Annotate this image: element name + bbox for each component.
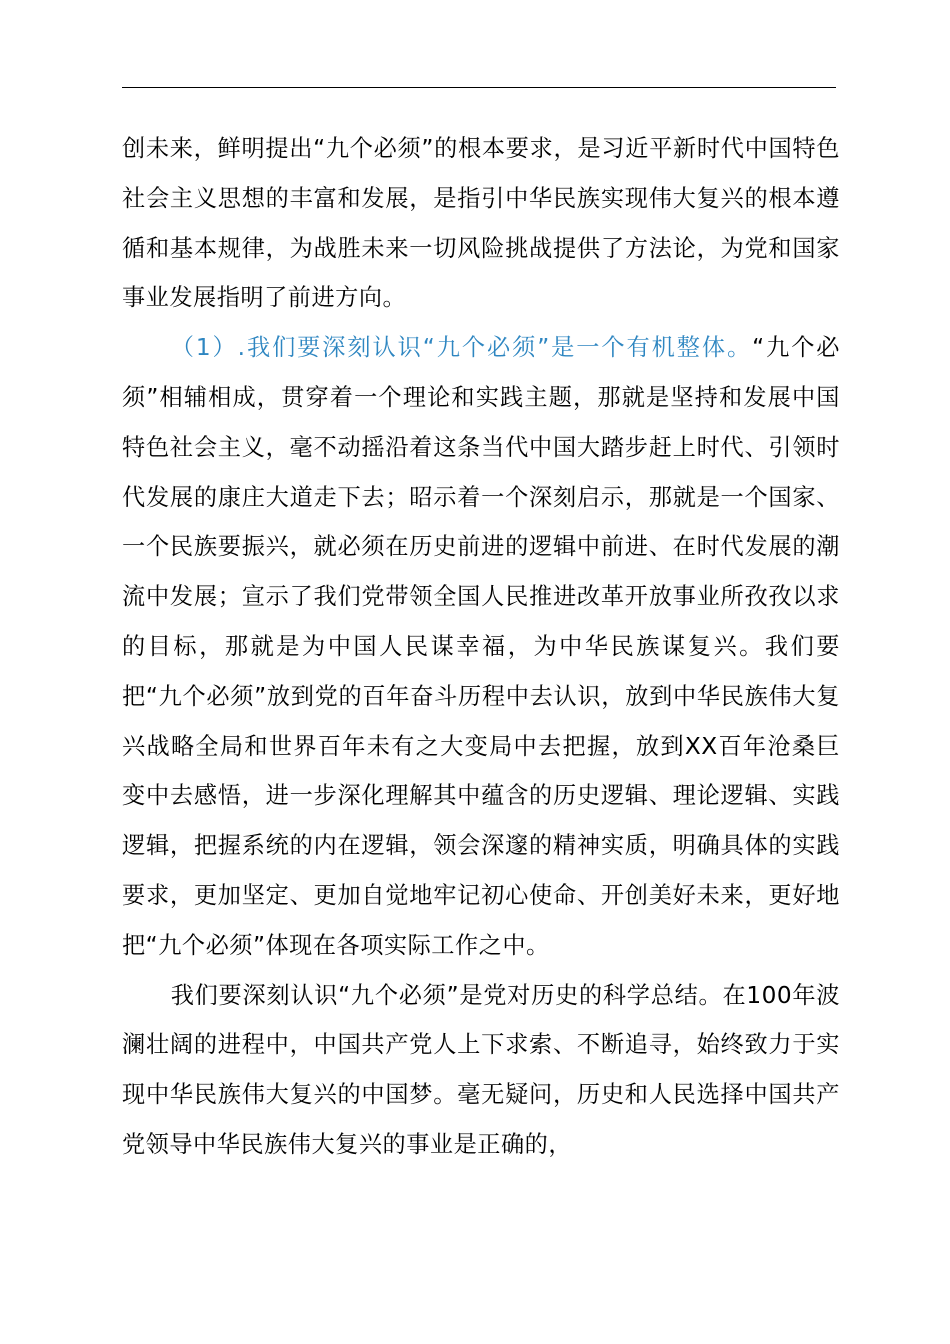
section-paragraph: [122, 323, 840, 970]
document-body: [122, 124, 840, 1170]
header-rule: [122, 87, 836, 88]
paragraph-history: 我们要深刻认识“九个必须”是党对历史的科学总结。在100年波澜壮阔的进程中，中国共产党人上下求索、不断追寻，始终致力于实现中华民族伟大复兴的中国梦。毫无疑问，历史和人民选择中国共产党领导中华民族伟大复兴的事业是正确的，: [122, 981, 840, 1158]
paragraph-intro: 创未来，鲜明提出“九个必须”的根本要求，是习近平新时代中国特色社会主义思想的丰富和发展，是指引中华民族实现伟大复兴的根本遵循和基本规律，为战胜未来一切风险挑战提供了方法论，为党和国家事业发展指明了前进方向。: [122, 135, 840, 312]
section-body: “九个必须”相辅相成，贯穿着一个理论和实践主题，那就是坚持和发展中国特色社会主义，毫不动摇沿着这条当代中国大踏步赶上时代、引领时代发展的康庄大道走下去；昭示着一个深刻启示，那就是一个国家、一个民族要振兴，就必须在历史前进的逻辑中前进、在时代发展的潮流中发展；宣示了我们党带领全国人民推进改革开放事业所孜孜以求的目标，那就是为中国人民谋幸福，为中华民族谋复兴。我们要把“九个必须”放到党的百年奋斗历程中去认识，放到中华民族伟大复兴战略全局和世界百年未有之大变局中去把握，放到XX百年沧桑巨变中去感悟，进一步深化理解其中蕴含的历史逻辑、理论逻辑、实践逻辑，把握系统的内在逻辑，领会深邃的精神实质，明确具体的实践要求，更加坚定、更加自觉地牢记初心使命、开创美好未来，更好地把“九个必须”体现在各项实际工作之中。: [122, 334, 840, 959]
section-heading: （1）.我们要深刻认识“九个必须”是一个有机整体。: [170, 334, 753, 362]
